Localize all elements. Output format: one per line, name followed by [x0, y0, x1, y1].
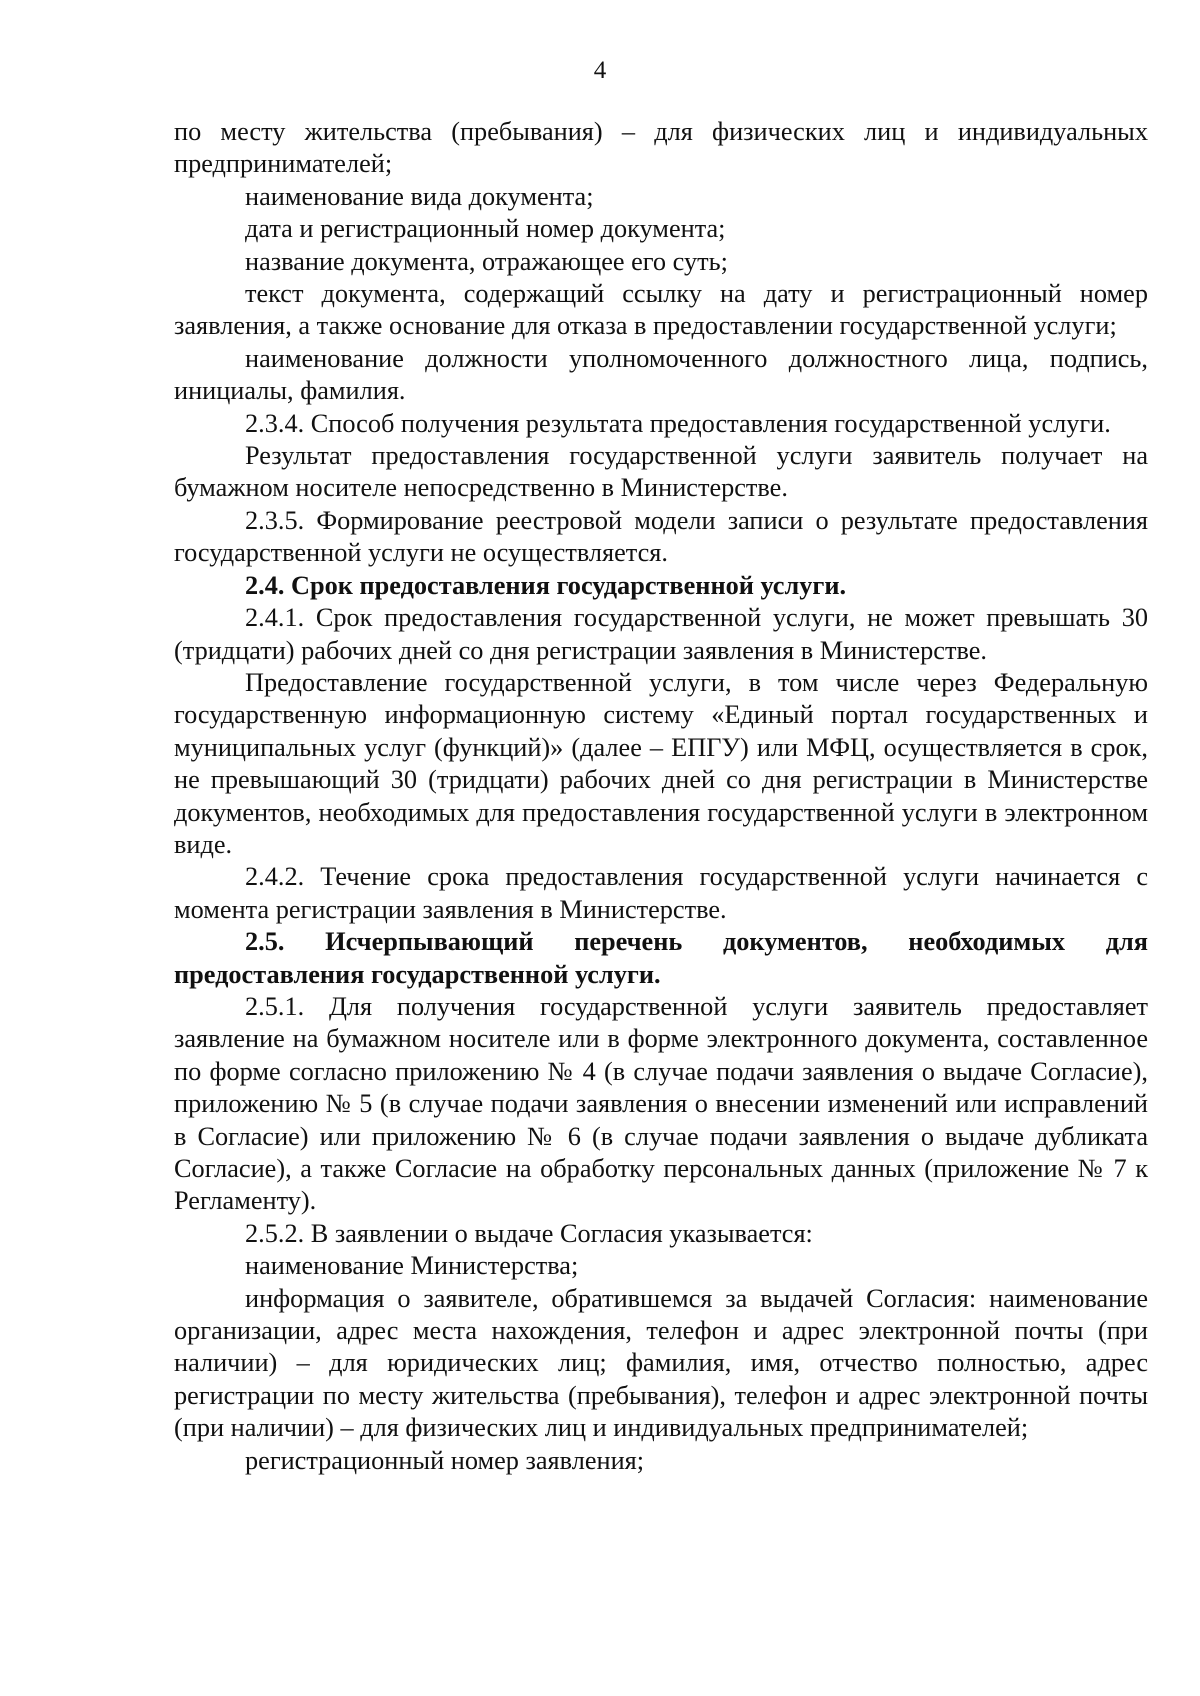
- paragraph-2-4-1: 2.4.1. Срок предоставления государственной услуги, не может превышать 30 (тридцати) рабочих дней со дня регистрации заявления в Министерстве.: [174, 603, 1148, 665]
- paragraph-doc-title: название документа, отражающее его суть;: [245, 246, 728, 276]
- paragraph-doc-type: наименование вида документа;: [245, 181, 594, 211]
- paragraph-official-signature: наименование должности уполномоченного должностного лица, подпись, инициалы, фамилия.: [174, 343, 1148, 406]
- paragraph-applicant-info: информация о заявителе, обратившемся за выдачей Согласия: наименование организации, адрес места нахождения, телефон и адрес электронной почты (при наличии) – для юридических лиц; фамилия, имя, отчество полностью, адрес регистрации по месту жительства (пребывания), телефон и адрес электронной почты (при наличии) – для физических лиц и индивидуальных предпринимателей;: [174, 1283, 1148, 1443]
- page-number: 4: [593, 57, 607, 84]
- paragraph-2-3-5: 2.3.5. Формирование реестровой модели записи о результате предоставления государственной услуги не осуществляется.: [174, 505, 1148, 568]
- paragraph-2-4-2: 2.4.2. Течение срока предоставления государственной услуги начинается с момента регистрации заявления в Министерстве.: [174, 862, 1148, 924]
- paragraph-epgu-term: Предоставление государственной услуги, в том числе через Федеральную государственную информационную систему «Единый портал государственных и муниципальных услуг (функций)» (далее – ЕПГУ) или МФЦ, осуществляется в срок, не превышающий 30 (тридцати) рабочих дней со дня регистрации в Министерстве документов, необходимых для предоставления государственной услуги в электронном виде.: [174, 667, 1148, 859]
- paragraph-2-3-4: 2.3.4. Способ получения результата предоставления государственной услуги.: [245, 408, 1111, 438]
- paragraph-continuation: по месту жительства (пребывания) – для физических лиц и индивидуальных предпринимателей;: [174, 117, 1148, 179]
- paragraph-doc-text: текст документа, содержащий ссылку на дату и регистрационный номер заявления, а также основание для отказа в предоставлении государственной услуги;: [174, 279, 1148, 341]
- paragraph-2-5-1: 2.5.1. Для получения государственной услуги заявитель предоставляет заявление на бумажном носителе или в форме электронного документа, составленное по форме согласно приложению № 4 (в случае подачи заявления о выдаче Согласие), приложению № 5 (в случае подачи заявления о внесении изменений или исправлений в Согласие) или приложению № 6 (в случае подачи заявления о выдаче дубликата Согласие), а также Согласие на обработку персональных данных (приложение № 7 к Регламенту).: [174, 991, 1148, 1216]
- section-heading-2-4: 2.4. Срок предоставления государственной услуги.: [245, 570, 847, 600]
- section-heading-2-5: 2.5. Исчерпывающий перечень документов, необходимых для предоставления государственной услуги.: [174, 927, 1148, 989]
- paragraph-registration-number: регистрационный номер заявления;: [245, 1445, 645, 1475]
- document-body: [174, 116, 1148, 1477]
- paragraph-ministry-name: наименование Министерства;: [245, 1251, 579, 1281]
- paragraph-doc-date-number: дата и регистрационный номер документа;: [245, 214, 726, 244]
- paragraph-2-5-2: 2.5.2. В заявлении о выдаче Согласия указывается:: [245, 1218, 813, 1248]
- paragraph-result-paper: Результат предоставления государственной услуги заявитель получает на бумажном носителе непосредственно в Министерстве.: [174, 441, 1148, 503]
